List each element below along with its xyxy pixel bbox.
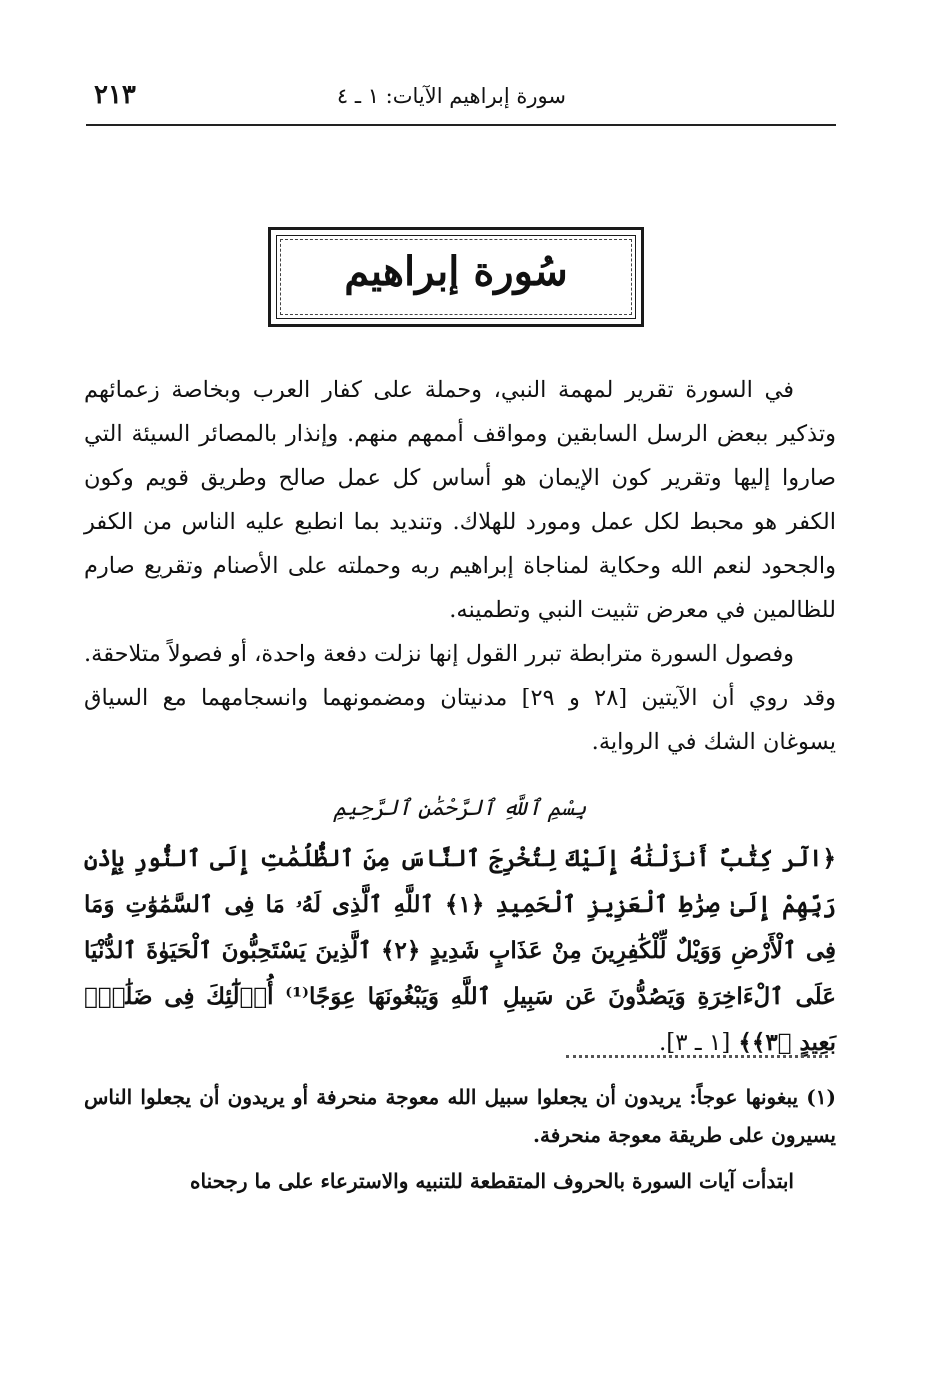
surah-title: سُورة إبراهيم bbox=[344, 248, 568, 295]
verses-text: ﴿الٓر كِتَٰبٌ أَنزَلْنَٰهُ إِلَيْكَ لِتُخْرِجَ ٱلنَّاسَ مِنَ ٱلظُّلُمَٰتِ إِلَى ٱلنُّورِ بِإِذْنِ رَبِّهِمْ إِلَىٰ صِرَٰطِ ٱلْعَزِيزِ ٱلْحَمِيدِ ﴿١﴾ ٱللَّهِ ٱلَّذِى لَهُۥ مَا فِى ٱلسَّمَٰوَٰتِ وَمَا فِى ٱلْأَرْضِ وَوَيْلٌ لِّلْكَٰفِرِينَ مِنْ عَذَابٍ شَدِيدٍ ﴿٢﴾ ٱلَّذِينَ يَسْتَحِبُّونَ ٱلْحَيَوٰةَ ٱلدُّنْيَا عَلَى ٱلْءَاخِرَةِ وَيَصُدُّونَ عَن سَبِيلِ ٱللَّهِ وَيَبْغُونَهَا عِوَجًا⁽¹⁾ أُو۟لَٰٓئِكَ فِى ضَلَٰلٍۭ بَعِيدٍ ﴿٣﴾﴾ bbox=[84, 845, 836, 1056]
surah-title-frame bbox=[268, 227, 644, 327]
running-title: سورة إبراهيم الآيات: ١ ـ ٤ bbox=[336, 84, 566, 108]
continuation-line: ابتدأت آيات السورة بالحروف المتقطعة للتنبيه والاسترعاء على ما رجحناه bbox=[190, 1169, 794, 1193]
running-header bbox=[86, 78, 836, 118]
quran-verses bbox=[84, 836, 836, 1066]
intro-paragraph-1-text: في السورة تقرير لمهمة النبي، وحملة على كفار العرب وبخاصة زعمائهم وتذكير ببعض الرسل السابقين ومواقف أممهم منهم. وإنذار بالمصائر السيئة التي صاروا إليها وتقرير كون الإيمان هو أساس كل عمل صالح وطريق قويم وكون الكفر هو محبط لكل عمل ومورد للهلاك. وتنديد بما انطبع عليه الناس من الكفر والجحود لنعم الله وحكاية لمناجاة إبراهيم ربه وحملته على الأصنام وتقريع صارم للظالمين في معرض تثبيت النبي وتطمينه. bbox=[84, 377, 836, 623]
verses-paragraph bbox=[84, 836, 836, 1066]
verses-reference: [١ ـ ٣]. bbox=[658, 1030, 731, 1056]
basmala: بِسْمِ ٱللَّهِ ٱلرَّحْمَٰنِ ٱلرَّحِيمِ bbox=[333, 796, 587, 821]
footnote-text: (١) يبغونها عوجاً: يريدون أن يجعلوا سبيل الله معوجة منحرفة أو يريدون أن يجعلوا الناس يسيرون على طريقة معوجة منحرفة. bbox=[84, 1085, 836, 1147]
intro-paragraph-2 bbox=[84, 632, 836, 764]
page-number: ٢١٣ bbox=[94, 80, 136, 110]
footnote-separator bbox=[566, 1055, 828, 1058]
header-rule bbox=[86, 124, 836, 126]
intro-paragraph-1 bbox=[84, 368, 836, 632]
intro-paragraph-2-text: وفصول السورة مترابطة تبرر القول إنها نزلت دفعة واحدة، أو فصولاً متلاحقة. وقد روي أن الآيتين [٢٨ و ٢٩] مدنيتان ومضمونهما وانسجامهما مع السياق يسوغان الشك في الرواية. bbox=[84, 641, 836, 755]
footnote bbox=[84, 1078, 836, 1154]
